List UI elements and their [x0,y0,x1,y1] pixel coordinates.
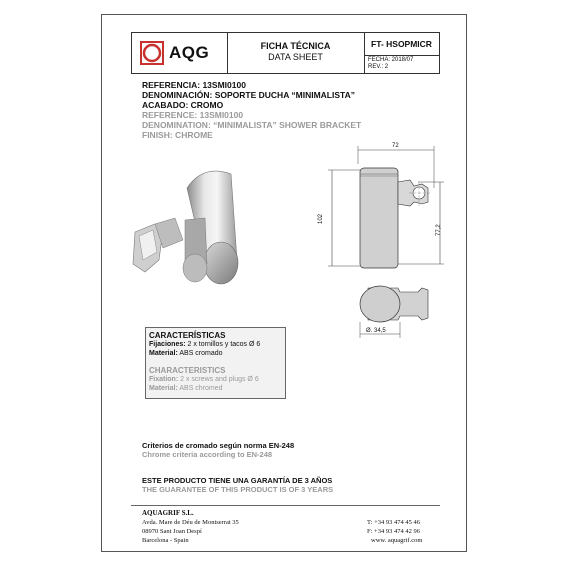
website-link[interactable]: www. aquagrif.com [371,537,423,544]
guarantee-en: THE GUARANTEE OF THIS PRODUCT IS OF 3 YEARS [142,485,334,494]
denominacion: DENOMINACIÓN: SOPORTE DUCHA “MINIMALISTA” [142,90,355,100]
referencia: REFERENCIA: 13SMI0100 [142,80,246,90]
fixation-label: Fixation: [149,376,179,383]
document-code: FT- HSOPMICR [371,39,432,49]
fijaciones-value: 2 x tornillos y tacos Ø 6 [185,341,261,348]
title-en: DATA SHEET [268,52,323,62]
date: FECHA: 2018/07 [368,57,414,63]
dim-width-label: 72 [392,143,399,149]
telephone: T: +34 93 474 45 46 [367,519,420,526]
footer-divider [131,505,440,506]
bottom-view-drawing [350,278,440,348]
characteristics-title-es: CARACTERÍSTICAS [149,331,226,340]
reference: REFERENCE: 13SMI0100 [142,110,244,120]
chrome-criteria-en: Chrome criteria according to EN-248 [142,450,273,459]
title-cell [227,33,365,73]
code-box [364,33,439,56]
fixation-value: 2 x screws and plugs Ø 6 [178,376,259,383]
material-value-es: ABS cromado [177,350,223,357]
header-table [131,32,440,74]
characteristics-box [145,327,286,399]
revision: REV.: 2 [368,64,389,70]
characteristics-title-en: CHARACTERISTICS [149,366,226,375]
finish: FINISH: CHROME [142,130,213,140]
material-es-line [149,350,223,357]
address-line-3: Barcelona - Spain [142,537,189,544]
material-en-line [149,385,223,392]
address-line-2: 08970 Sant Joan Despí [142,528,202,535]
title-es: FICHA TÉCNICA [260,41,331,51]
material-label-es: Material: [149,350,178,357]
address-line-1: Avda. Mare de Déu de Montserrat 35 [142,519,239,526]
denomination: DENOMINATION: “MINIMALISTA” SHOWER BRACKET [142,120,362,130]
dim-diameter-label: Ø. 34,5 [366,328,386,334]
fax: F: +34 93 474 42 96 [367,528,420,535]
product-image [125,160,255,310]
material-label-en: Material: [149,385,178,392]
logo-cell [132,33,228,73]
dim-inner-height-label: 77,2 [436,224,442,236]
material-value-en: ABS chromed [177,385,223,392]
chrome-criteria-es: Criterios de cromado según norma EN-248 [142,441,295,450]
dim-height-label: 102 [318,213,324,224]
fijaciones-line [149,341,260,348]
code-cell [364,33,439,73]
side-view-drawing [318,140,448,275]
guarantee-es: ESTE PRODUCTO TIENE UNA GARANTÍA DE 3 AÑOS [142,476,333,485]
acabado: ACABADO: CROMO [142,100,224,110]
fijaciones-label: Fijaciones: [149,341,186,348]
company-name: AQUAGRIF S.L. [142,509,194,517]
logo-text: AQG [169,43,210,62]
fixation-line [149,376,259,383]
